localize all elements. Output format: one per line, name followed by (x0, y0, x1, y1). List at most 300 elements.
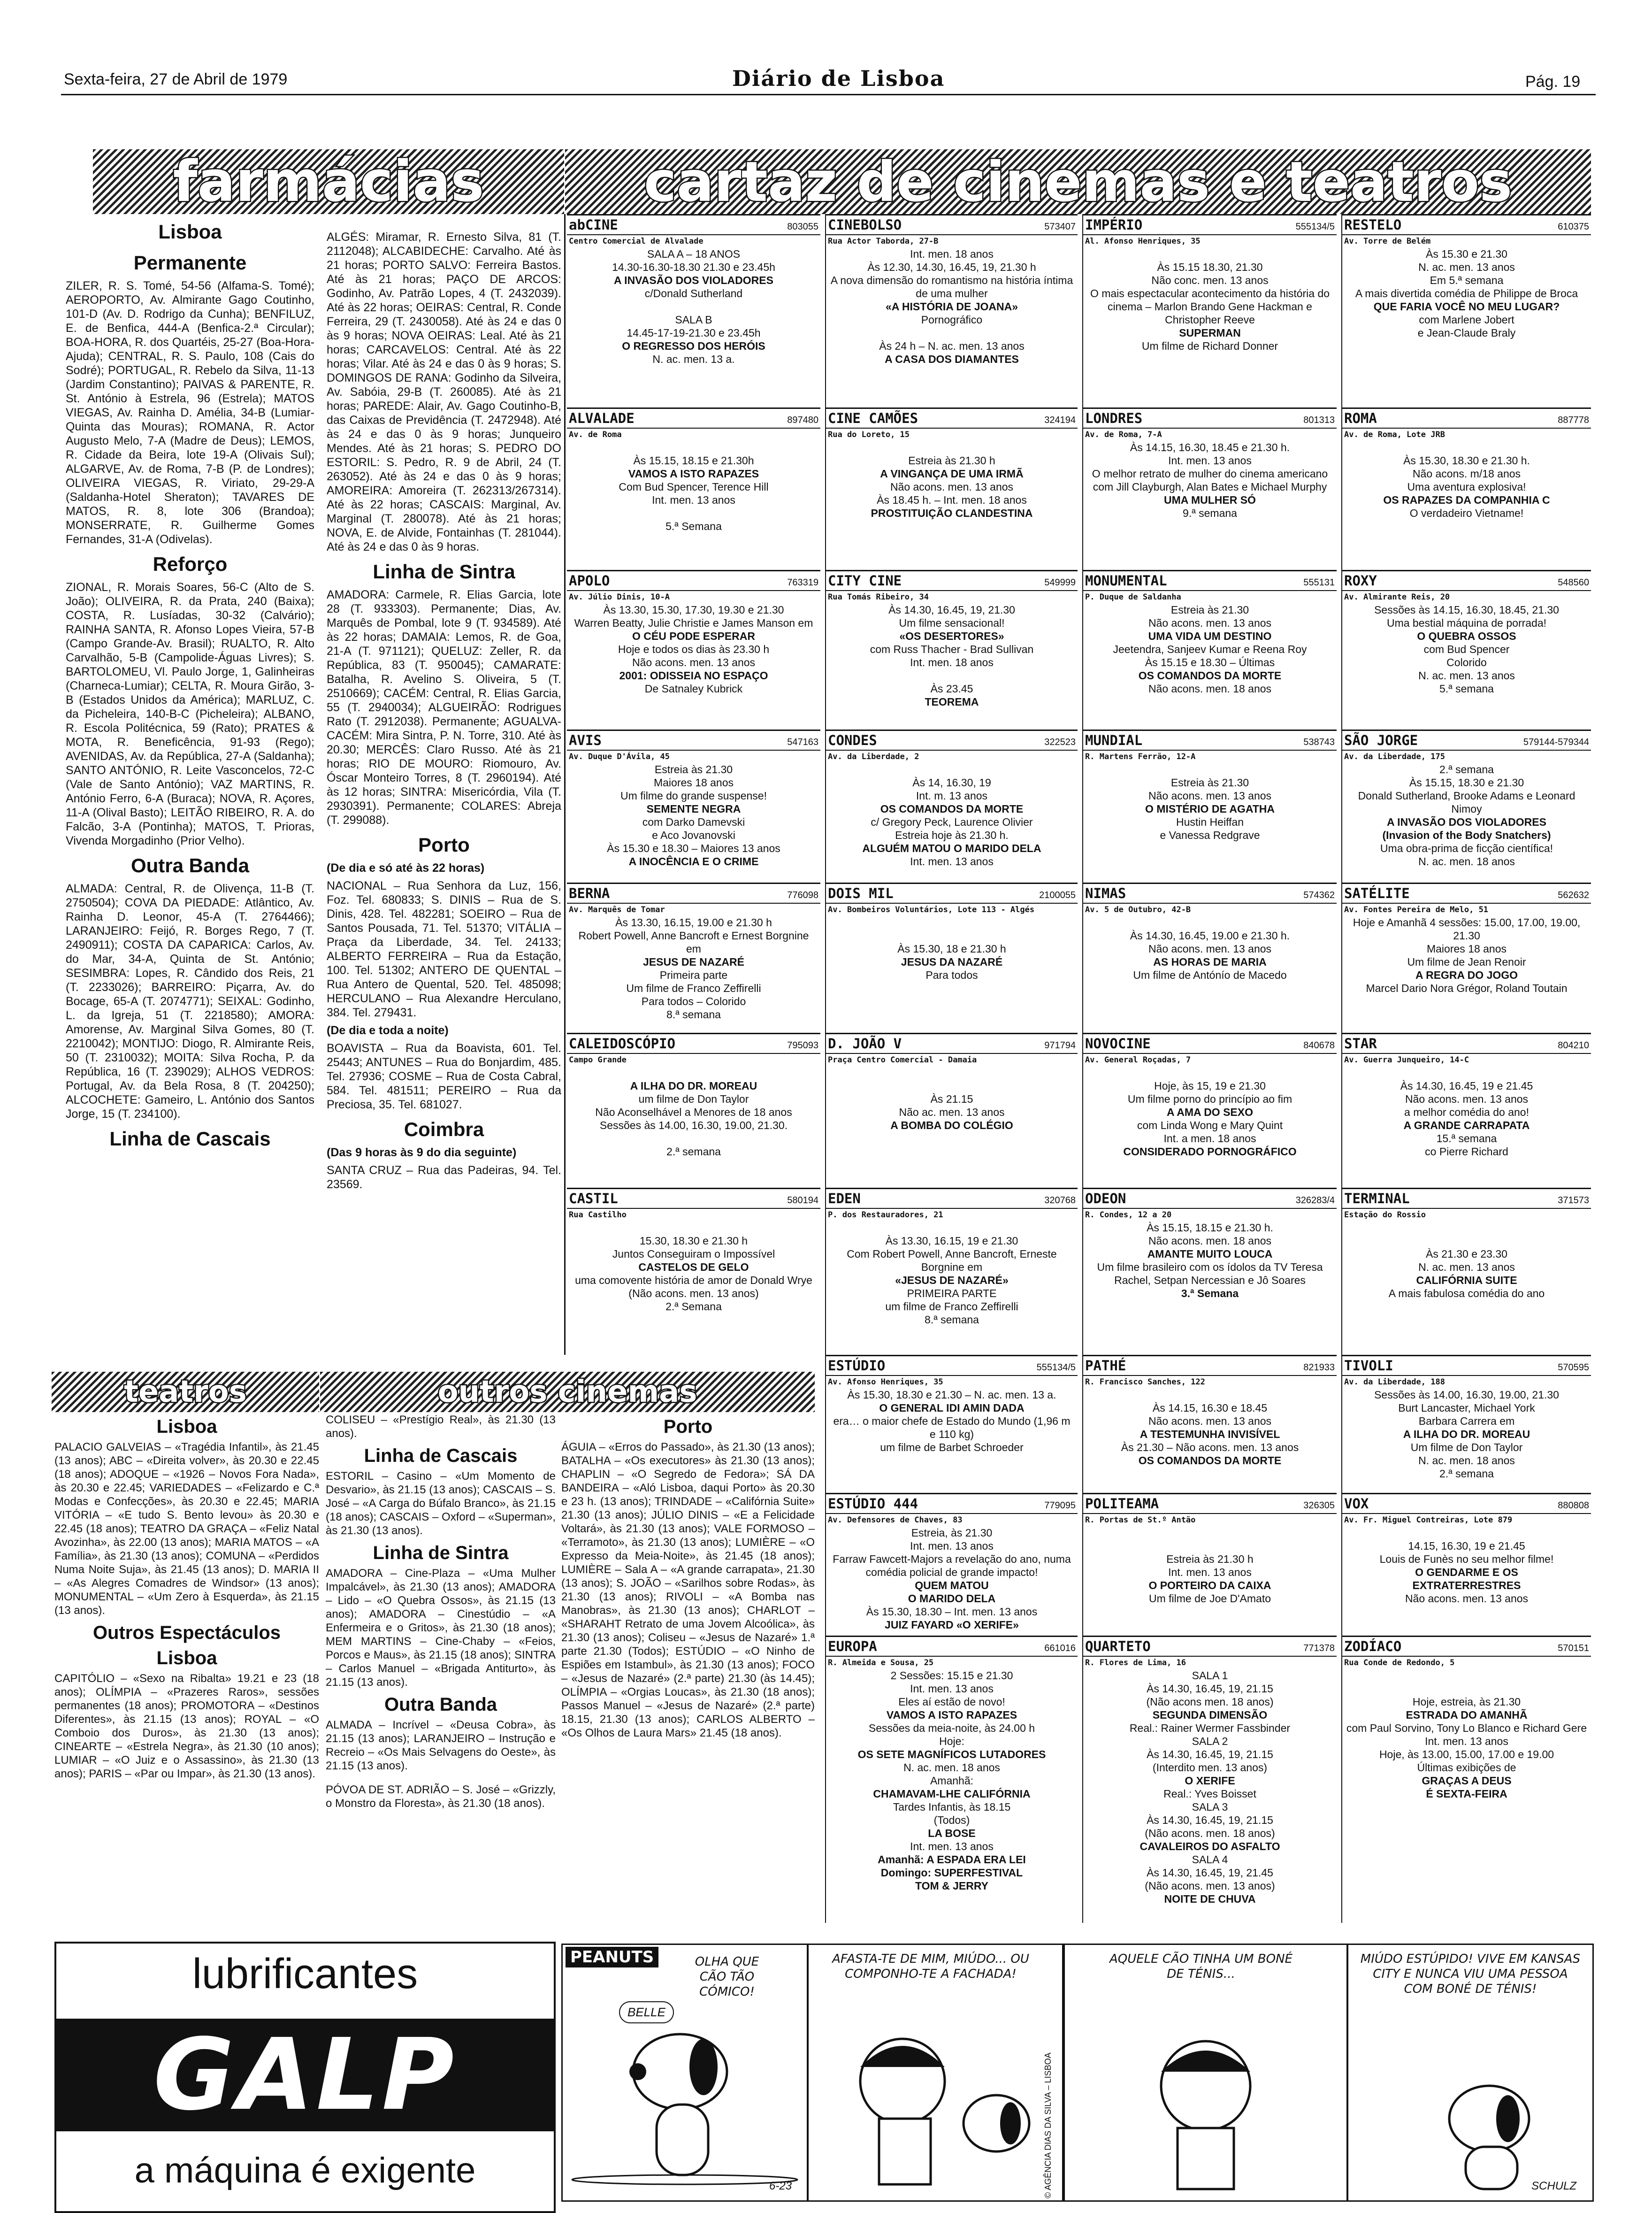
program-line: A mais fabulosa comédia do ano (1388, 1287, 1545, 1299)
cinema-name: EUROPA (828, 1638, 877, 1654)
cinema-address: R. Portas de St.º Antão (1085, 1515, 1196, 1525)
cinema-name: NIMAS (1085, 885, 1126, 901)
program-line: Estreia às 21.30 h (1166, 1553, 1254, 1565)
cinema-program (1083, 1221, 1337, 1300)
program-line: Int. men. 18 anos (910, 248, 994, 260)
program-line: Hoje, estreia, às 21.30 (1412, 1696, 1521, 1708)
program-line: Amanhã: A ESPADA ERA LEI (878, 1853, 1026, 1866)
cinema-program (1083, 1388, 1337, 1467)
cinema-header (567, 884, 820, 904)
program-line: CONSIDERADO PORNOGRÁFICO (1123, 1145, 1297, 1158)
program-line: PRIMEIRA PARTE (907, 1287, 997, 1299)
cinema-header (1342, 1189, 1591, 1209)
program-line: Estreia às 21.30 (1170, 776, 1249, 789)
cinema-phone: 324194 (1044, 415, 1076, 425)
cinema-header (1083, 884, 1337, 904)
program-line: Às 15.15, 18.15 e 21.30 h. (1147, 1222, 1273, 1234)
program-line: Às 14.30, 16.45, 19.00 e 21.30 h. (1130, 930, 1290, 942)
cinema-name: LONDRES (1085, 410, 1143, 426)
cinema-address: Estação do Rossio (1344, 1210, 1426, 1220)
program-line: Tardes Infantis, às 18.15 (893, 1801, 1011, 1813)
cinema-address: Rua Tomás Ribeiro, 34 (828, 592, 929, 602)
cinema-listing (567, 1188, 820, 1358)
cinema-name: CINEBOLSO (828, 217, 902, 233)
program-line: Às 15.15, 18.15 e 21.30h (633, 454, 754, 467)
cartaz-banner (565, 149, 1591, 214)
cinema-name: IMPÉRIO (1085, 217, 1143, 233)
cinema-program (826, 1388, 1078, 1454)
cinema-address: Av. Fr. Miguel Contreiras, Lote 879 (1344, 1515, 1513, 1525)
program-line: Não conc. men. 13 anos (1151, 274, 1269, 286)
program-line (570, 1066, 818, 1079)
cinema-header (826, 884, 1078, 904)
column-rule (825, 214, 826, 1923)
program-line: com Bud Spencer (1423, 643, 1510, 655)
cinema-address: Av. Marquês de Tomar (569, 905, 665, 914)
cinema-address: R. Francisco Sanches, 122 (1085, 1377, 1205, 1387)
cinema-header (1342, 1494, 1591, 1514)
program-line: Em 5.ª semana (1430, 274, 1504, 286)
cinema-header (1083, 731, 1337, 751)
cinema-listing (1342, 1636, 1591, 1928)
program-line: Int. a men. 18 anos (1163, 1132, 1256, 1145)
cinema-phone: 2100055 (1039, 890, 1076, 900)
program-line: Hustin Heiffan (1176, 816, 1244, 828)
cinema-listing (1083, 1188, 1337, 1358)
grass (572, 2175, 797, 2184)
teatros-col-2 (326, 1413, 556, 1925)
program-line: Às 18.45 h. – Int. men. 18 anos (877, 494, 1027, 506)
cinema-listing (1342, 570, 1591, 726)
program-line (1086, 1066, 1334, 1079)
program-line (1086, 1526, 1334, 1539)
cinema-phone: 779095 (1044, 1500, 1076, 1511)
outros-espectaculos-list: CAPITÓLIO – «Sexo na Ribalta» 19.21 e 23 (18 anos); OLÍMPIA – «Prazeres Raros», sessões permanentes (18 anos); PROMOTORA – «Destinos Diferentes», às 21.15 (13 anos); ROYAL – «O Comboio dos Duros», às 21.30 (13 anos); CINEARTE – «Estrela Negra», às 21.30 (10 anos); LUMIAR – «O Juiz e o Assassino», às 21.30 (13 anos); PARIS – «Par ou Impar», às 21.30 (13 anos). (54, 1672, 319, 1780)
cinema-name: DOIS MIL (828, 885, 894, 901)
cinema-program (826, 1526, 1078, 1631)
cinema-header (826, 731, 1078, 751)
program-line (1086, 916, 1334, 929)
program-line: A ILHA DO DR. MOREAU (1403, 1428, 1530, 1440)
program-line: (Não acons. men. 13 anos) (628, 1287, 759, 1299)
program-line: O XERIFE (1185, 1775, 1235, 1787)
cinema-program (826, 1066, 1078, 1132)
program-line: Uma aventura explosiva! (1407, 481, 1526, 493)
program-line: 2.ª Semana (665, 1300, 722, 1313)
program-line (829, 916, 1075, 929)
oc-povoa-entry: PÓVOA DE ST. ADRIÃO – S. José – «Grizzly, o Monstro da Floresta», às 21.30 (18 anos). (326, 1783, 556, 1810)
section-permanente: Permanente (133, 252, 247, 274)
program-line: OS RAPAZES DA COMPANHIA C (1383, 494, 1550, 506)
program-line: O GENDARME E OS (1415, 1566, 1518, 1578)
porto-list-1: NACIONAL – Rua Senhora da Luz, 156, Foz. Tel. 680833; S. DINIS – Rua de S. Dinis, 428. Tel. 482281; SOEIRO – Rua de Santos Pousada, 71. Tel. 51370; VITÁLIA – Praça da Liberdade, 34. Tel. 24133; ALBERTO FERREIRA – Rua da Estação, 100. Tel. 51302; ANTERO DE QUENTAL – Rua Antero de Quental, 520. Tel. 485098; HERCULANO – Rua Alexandre Herculano, 384. Tel. 279431. (327, 879, 561, 1019)
program-line: Às 14.15, 16.30, 18.45 e 21.30 h. (1130, 441, 1290, 453)
program-line: (Interdito men. 13 anos) (1152, 1761, 1268, 1774)
program-line: Int. men. 13 anos (910, 1540, 994, 1552)
cinema-address: Centro Comercial de Alvalade (569, 237, 704, 246)
cinema-program (1083, 763, 1337, 842)
program-line: Hoje, às 15, 19 e 21.30 (1154, 1080, 1266, 1092)
program-line (1345, 1234, 1588, 1247)
program-line: Um filme de Antónío de Macedo (1133, 969, 1287, 981)
program-line: Às 15.15, 18.30 e 21.30 (1409, 776, 1524, 789)
cinema-listing (1083, 570, 1337, 726)
program-line: Eles aí estão de novo! (898, 1696, 1005, 1708)
porto-list-2: BOAVISTA – Rua da Boavista, 601. Tel. 25443; ANTUNES – Rua do Bonjardim, 485. Tel. 27936; COSME – Rua de Costa Cabral, 584. Tel. 481511; PEREIRO – Rua da Preciosa, 35. Tel. 681027. (327, 1042, 561, 1111)
p4-drawing (1348, 1945, 1592, 2200)
cinema-address: Al. Afonso Henriques, 35 (1085, 237, 1201, 246)
cinema-address: Av. General Roçadas, 7 (1085, 1055, 1191, 1065)
cinema-phone: 371573 (1558, 1195, 1589, 1206)
cinema-listing (1342, 1493, 1591, 1635)
permanente-list: ZILER, R. S. Tomé, 54-56 (Alfama-S. Tomé); AEROPORTO, Av. Almirante Gago Coutinho, 101-D (Av. D. Rodrigo da Cunha); BENFILUZ, E. de Benfica, 444-A (Benfica-2.ª Circular); BOA-HORA, R. dos Quartéis, 25-27 (Boa-Hora-Ajuda); CENTRAL, R. S. Paulo, 108 (Cais do Sodré); PORTUGAL, R. Rebelo da Silva, 11-13 (Jardim Constantino); PAIVAS & PARENTE, R. St. António à Estrela, 96 (Estrela); MATOS VIEGAS, Av. Rainha D. Amélia, 34-B (Lumiar- Quinta das Mouras); ROMANA, R. Actor Augusto Melo, 7-A (Madre de Deus); LEMOS, R. Cidade da Beira, lote 19-A (Olivais Sul); ALGARVE, Av. de Roma, 7-B (P. de Londres); OLIVEIRA VIEGAS, R. Viriato, 29-29-A (Saldanha-Hotel Sheraton); TAVARES DE MATOS, R. 8, lote 306 (Brandoa); MONSERRATE, R. Guilherme Gomes Fernandes, 31-A (Odivelas). (66, 279, 314, 546)
cinema-program (1342, 1669, 1591, 1800)
program-line: 3.ª Semana (1181, 1287, 1239, 1299)
program-line: Às 15.30 e 18.30 – Maiores 13 anos (607, 842, 780, 854)
program-line: AS HORAS DE MARIA (1153, 956, 1267, 968)
cinema-name: SÃO JORGE (1344, 732, 1418, 748)
program-line: 15.ª semana (1436, 1132, 1497, 1145)
program-line: Maiores 18 anos (1426, 943, 1507, 955)
program-line: Não acons. men. 18 anos (1148, 1235, 1272, 1247)
program-line: Um filme de Richard Donner (1141, 340, 1278, 352)
cinema-name: ESTÚDIO 444 (828, 1496, 918, 1512)
program-line: Jeetendra, Sanjeev Kumar e Reena Roy (1113, 643, 1307, 655)
program-line: Às 14.30, 16.45, 19, 21.15 (1147, 1748, 1273, 1760)
cinema-address: Av. Almirante Reis, 20 (1344, 592, 1450, 602)
program-line: UMA VIDA UM DESTINO (1148, 630, 1272, 642)
program-line: Às 21.30 e 23.30 (1426, 1248, 1507, 1260)
program-line: SALA B (675, 314, 712, 326)
program-line: 5.ª semana (1439, 683, 1494, 695)
program-line: Um filme do grande suspense! (620, 790, 767, 802)
cinema-phone: 538743 (1303, 737, 1335, 747)
program-line: Às 15.30, 18.30 e 21.30 h. (1403, 454, 1530, 467)
cinema-name: TERMINAL (1344, 1191, 1410, 1206)
teatros-col-1 (54, 1413, 319, 1925)
cinema-name: CINE CAMÕES (828, 410, 918, 426)
cinema-listing (826, 214, 1078, 413)
program-line: Hoje e todos os dias às 23.30 h (618, 643, 770, 655)
program-line: Às 14.30, 16.45, 19, 21.15 (1147, 1814, 1273, 1826)
cinema-header (1342, 731, 1591, 751)
cinema-phone: 776098 (787, 890, 818, 900)
program-line: SALA 3 (1192, 1801, 1228, 1813)
cinema-listing (1083, 883, 1337, 1034)
peanuts-panel-4 (1347, 1944, 1594, 2202)
program-line: Int. men. 13 anos (652, 494, 735, 506)
cinema-listing (1342, 883, 1591, 1034)
cinema-address: Av. Guerra Junqueiro, 14-C (1344, 1055, 1469, 1065)
program-line: com Paul Sorvino, Tony Lo Blanco e Richard Gere (1346, 1722, 1587, 1734)
cinema-program (567, 441, 820, 533)
cinema-listing (1342, 730, 1591, 876)
cinema-program (1083, 916, 1337, 982)
program-line: Às 14.30, 16.45, 19, 21.45 (1147, 1867, 1273, 1879)
program-line: NOITE DE CHUVA (1164, 1893, 1256, 1905)
column-rule (564, 214, 566, 1355)
p3-speech-bubble: AQUELE CÃO TINHA UM BONÉ DE TÉNIS... (1109, 1952, 1293, 1981)
program-line: Estreia, às 21.30 (911, 1527, 993, 1539)
cinema-header (567, 215, 820, 235)
program-line: Às 15.30, 18.30 – Int. men. 13 anos (866, 1606, 1038, 1618)
cinema-phone: 803055 (787, 222, 818, 232)
cinema-header (826, 1637, 1078, 1657)
cinema-phone: 579144-579344 (1523, 737, 1589, 747)
cartaz-banner-title: cartaz de cinemas e teatros (643, 149, 1513, 214)
program-line: Não acons. m/18 anos (1412, 468, 1521, 480)
program-line: Às 21.30 – Não acons. men. 13 anos (1121, 1441, 1299, 1453)
snoopy-nose (629, 2063, 646, 2080)
cinema-program (1342, 1388, 1591, 1480)
program-line: Sessões às 14.00, 16.30, 19.00, 21.30. (599, 1119, 788, 1131)
program-line: Às 21.15 (930, 1093, 973, 1105)
cinema-program (1342, 916, 1591, 995)
program-line (1345, 1682, 1588, 1695)
program-line (1086, 1388, 1334, 1401)
snoopy-body-4 (1466, 2147, 1517, 2189)
program-line: Robert Powell, Anne Bancroft e Ernest Borgnine em (578, 930, 809, 955)
cinema-name: ESTÚDIO (828, 1358, 886, 1374)
program-line: a melhor comédia do ano! (1404, 1106, 1529, 1118)
cinema-phone: 821933 (1303, 1362, 1335, 1373)
cinema-phone: 804210 (1558, 1040, 1589, 1051)
program-line: «JESUS DE NAZARÉ» (895, 1274, 1009, 1286)
cinema-name: ROMA (1344, 410, 1377, 426)
cinema-phone: 661016 (1044, 1643, 1076, 1653)
cinema-listing (1083, 730, 1337, 876)
cinema-name: APOLO (569, 573, 610, 589)
teatros-banner (52, 1372, 319, 1412)
program-line: SALA A – 18 ANOS (647, 248, 741, 260)
cinema-address: Av. Duque D'Ávila, 45 (569, 752, 670, 761)
farmacias-col-2 (327, 230, 561, 1355)
oc-banda-list: ALMADA – Incrível – «Deusa Cobra», às 21.15 (13 anos); LARANJEIRO – Instrução e Recreio – «Os Mais Selvagens do Oeste», às 21.15 (13 anos). (326, 1719, 556, 1772)
cinema-phone: 570595 (1558, 1362, 1589, 1373)
program-line (1086, 247, 1334, 261)
cinema-header (826, 1034, 1078, 1054)
program-line: Não Aconselhável a Menores de 18 anos (595, 1106, 792, 1118)
cinema-header (1083, 571, 1337, 591)
cinema-program (1342, 603, 1591, 695)
program-line: 2.ª semana (1439, 763, 1494, 776)
program-line: Não acons. men. 13 anos (1148, 617, 1272, 629)
program-line: A mais divertida comédia de Philippe de Broca (1355, 287, 1578, 300)
cinema-phone: 880808 (1558, 1500, 1589, 1511)
program-line: «OS DESERTORES» (899, 630, 1004, 642)
cinema-name: NOVOCINE (1085, 1036, 1151, 1052)
program-line: SALA 4 (1192, 1853, 1228, 1866)
program-line (1345, 441, 1588, 454)
program-line (829, 441, 1075, 454)
section-coimbra: Coimbra (404, 1118, 484, 1140)
program-line: 14.45-17-19-21.30 e 23.45h (627, 327, 761, 339)
cinema-header (567, 1034, 820, 1054)
cinema-address: Av. 5 de Outubro, 42-B (1085, 905, 1191, 914)
galp-brand: GALP (153, 2028, 457, 2122)
cinema-address: Av. Júlio Dinis, 10-A (569, 592, 670, 602)
cinema-listing (1083, 1493, 1337, 1635)
cinema-listing (826, 1033, 1078, 1184)
header-date: Sexta-feira, 27 de Abril de 1979 (64, 70, 288, 88)
program-line: Burt Lancaster, Michael York (1398, 1402, 1535, 1414)
cinema-name: CONDES (828, 732, 877, 748)
galp-ad-bottom: a máquina é exigente (134, 2151, 476, 2190)
cinema-listing (567, 214, 820, 384)
cinema-address: R. Condes, 12 a 20 (1085, 1210, 1172, 1220)
program-line: 9.ª semana (1183, 507, 1237, 519)
program-line: (Não acons. men. 18 anos) (1145, 1827, 1275, 1839)
program-line: Real.: Yves Boisset (1163, 1788, 1256, 1800)
program-line: c/ Gregory Peck, Laurence Olivier (871, 816, 1033, 828)
cinema-program (1083, 603, 1337, 695)
program-line: Sessões às 14.15, 16.30, 18.45, 21.30 (1374, 604, 1559, 616)
program-line: Um filme de Jean Renoir (1407, 956, 1526, 968)
program-line (829, 929, 1075, 942)
cinema-listing (1083, 1636, 1337, 1928)
cinema-phone: 801313 (1303, 415, 1335, 425)
program-line: 8.ª semana (925, 1314, 979, 1326)
program-line: Int. men. 18 anos (910, 656, 994, 669)
p2-speech-bubble: AFASTA-TE DE MIM, MIÚDO... OU COMPONHO-TE A FACHADA! (832, 1952, 1029, 1981)
program-line: N. ac. men. 18 anos (1418, 855, 1515, 868)
program-line: Às 13.30, 16.15, 19 e 21.30 (885, 1235, 1018, 1247)
program-line: N. ac. men. 13 a. (652, 353, 735, 365)
program-line: 14.15, 16.30, 19 e 21.45 (1408, 1540, 1525, 1552)
program-line: 2.ª semana (666, 1145, 721, 1158)
program-line: (Não acons. men. 13 anos) (1145, 1880, 1275, 1892)
program-line: Às 15.30 e 21.30 (1426, 248, 1507, 260)
program-line: Às 13.30, 16.15, 19.00 e 21.30 h (615, 916, 772, 929)
program-line: EXTRATERRESTRES (1412, 1579, 1521, 1591)
cinema-header (826, 215, 1078, 235)
program-line: Int. m. 13 anos (916, 790, 988, 802)
program-line: 2.ª semana (1439, 1468, 1494, 1480)
program-line: Às 15.15 18.30, 21.30 (1157, 261, 1263, 273)
cinema-address: R. Martens Ferrão, 12-A (1085, 752, 1196, 761)
cinema-header (567, 409, 820, 429)
snoopy-body (657, 2105, 708, 2175)
cinema-listing (567, 570, 820, 726)
program-line: Um filme de Don Taylor (1410, 1441, 1523, 1453)
program-line: Int. men. 13 anos (910, 1683, 994, 1695)
program-line: Às 15.30, 18.30 e 21.30 – N. ac. men. 13 a. (847, 1389, 1056, 1401)
cinema-header (567, 571, 820, 591)
program-line: A INVASÃO DOS VIOLADORES (614, 274, 773, 286)
program-line: Para todos (925, 969, 978, 981)
program-line: e Vanessa Redgrave (1160, 829, 1260, 841)
program-line: (Não acons men. 18 anos) (1146, 1696, 1274, 1708)
reforco-list: ZIONAL, R. Morais Soares, 56-C (Alto de S. João); OLIVEIRA, R. da Prata, 240 (Baixa); COSTA, R. Lusíadas, 30-32 (Calvário); RAINHA SANTA, R. Afonso Lopes Vieira, 57-B (Campo Grande-Av. Brasil); RUALTO, R. Alto Carvalhão, 5-B (Campolide-Águas Livres); S. BARTOLOMEU, Vl. Paulo Jorge, 1, Galinheiras (Charneca-Lumiar); CELTA, R. Moura Girão, 3-B (Estados Unidos da América); MARLUZ, C. da Picheleira, 140-B-C (Picheleira); ALBANO, R. Escola Politécnica, 59 (Rato); PRATES & MOTA, R. Beneficência, 91-93 (Rego); AVENIDAS, Av. da República, 27-A (Saldanha); SANTO ANTÓNIO, R. Leite Vasconcelos, 72-C (Vale de Santo António); VAZ MARTINS, R. António Ferro, 6-A (Buraca); NOVA, R. Açores, 11-A (Olival Basto); LEITÃO RIBEIRO, R. A. do Falcão, 3-A (Pontinha); MATOS, T. Prioras, Vivenda Morgadinho (Prior Velho). (66, 581, 314, 847)
cinema-address: Av. Torre de Belém (1344, 237, 1431, 246)
program-line: Um filme brasileiro com os ídolos da TV Teresa Rachel, Setpan Nercessian e Jô Soares (1097, 1261, 1323, 1286)
program-line: A GRANDE CARRAPATA (1403, 1119, 1530, 1131)
cinema-header (1083, 1494, 1337, 1514)
program-line: OS COMANDOS DA MORTE (1138, 669, 1282, 682)
p2-drawing (809, 1945, 1062, 2200)
program-line: CAVALEIROS DO ASFALTO (1140, 1840, 1280, 1852)
cinema-name: ALVALADE (569, 410, 635, 426)
cinema-header (1342, 884, 1591, 904)
program-line: Donald Sutherland, Brooke Adams e Leonard Nimoy (1358, 790, 1576, 815)
cinema-phone: 897480 (787, 415, 818, 425)
oc-cascais-title: Linha de Cascais (364, 1445, 518, 1466)
cinema-phone: 610375 (1558, 222, 1589, 232)
program-line: Warren Beatty, Julie Christie e James Manson em (574, 617, 813, 629)
cinema-header (1342, 1034, 1591, 1054)
cinema-name: ODEON (1085, 1191, 1126, 1206)
program-line: uma comovente história de amor de Donald Wrye (575, 1274, 812, 1286)
program-line: Marcel Dario Nora Grégor, Roland Toutain (1366, 982, 1568, 994)
comic-signature: SCHULZ (1531, 2180, 1577, 2192)
cinema-phone: 555131 (1303, 577, 1335, 588)
galp-ad (54, 1942, 556, 2213)
program-line: 14.30-16.30-18.30 21.30 e 23.45h (612, 261, 775, 273)
program-line: JUIZ FAYARD «O XERIFE» (885, 1619, 1019, 1631)
cinema-name: CALEIDOSCÓPIO (569, 1036, 675, 1052)
program-line (570, 507, 818, 520)
cinema-program (567, 1221, 820, 1313)
coimbra-sub: (Das 9 horas às 9 do dia seguinte) (327, 1146, 517, 1159)
outra-banda-list: ALMADA: Central, R. de Olivença, 11-B (T. 2750504); COVA DA PIEDADE: Atlântico, Av. Rainha D. Leonor, 45-A (T. 2764466); LARANJEIRO: Feijó, R. Borges Rego, 7 (T. 2490911); COSTA DA CAPARICA: Carlos, Av. do Mar, 34-A, Quinta de St. António; SESIMBRA: Lopes, R. Cândido dos Reis, 21 (T. 2233026); BARREIRO: Piçarra, Av. do Bocage, 65-A (T. 2074771); SEIXAL: Godinho, L. da Igreja, 51 (T. 2218580); AMORA: Amorense, Av. Marginal Silva Gomes, 80 (T. 2210042); MONTIJO: Diogo, R. Almirante Reis, 50 (T. 2310032); MOITA: Silva Rocha, P. da República, 16 (T. 239029); ALHOS VEDROS: Portugal, Av. da Bela Rosa, 8 (T. 204250); ALCOCHETE: Gameiro, L. António dos Santos Jorge, 15 (T. 234100). (66, 882, 314, 1121)
cinema-header (826, 1356, 1078, 1376)
header-rule (61, 94, 1596, 95)
program-line: Estreia às 21.30 h (908, 454, 995, 467)
cinema-header (1083, 1356, 1337, 1376)
program-line (829, 1221, 1075, 1234)
program-line: A nova dimensão do romantismo na história íntima de uma mulher (830, 274, 1073, 300)
cinema-program (1342, 763, 1591, 868)
program-line: Um filme de Joe D'Amato (1148, 1592, 1271, 1605)
program-line: SEMENTE NEGRA (646, 803, 741, 815)
cascais-list: ALGÉS: Miramar, R. Ernesto Silva, 81 (T. 2112048); ALCABIDECHE: Carvalho. Até às 21 horas; PORTO SALVO: Ferreira Bastos. Até às 21 horas; PAÇO DE ARCOS: Godinho, Av. Patrão Lopes, 4 (T. 2432039). Até às 22 horas; OEIRAS: Central, R. Conde Ferreira, 29 (T. 2430058). Até às 24 e das 0 às 9 horas; NOVA OEIRAS: Leal. Até às 21 horas; CARCAVELOS: Central. Até às 22 horas; Vilar. Até às 24 e das 0 às 9 horas; S. DOMINGOS DE RANA: Godinho da Silveira, Av. Sabóia, 29-B (T. 260085). Até às 21 horas; PAREDE: Alair, Av. Gago Coutinho-B, das Caixas de Previdência (T. 2472948). Até às 24 e das 0 às 9 horas; Junqueiro Mendes. Até às 21 horas; S. PEDRO DO ESTORIL: S. Pedro, R. 9 de Abril, 24 (T. 263052). Até às 24 e das 0 às 9 horas; AMOREIRA: Amoreira (T. 262313/267314). Até às 22 horas; CASCAIS: Marginal, Av. Marginal (T. 280078). Até às 21 horas; NOVA, E. de Alvide, Fontainhas (T. 281044). Até às 24 e das 0 às 9 horas. (327, 231, 561, 553)
program-line: Às 15.15 e 18.30 – Últimas (1145, 656, 1275, 669)
program-line (829, 763, 1075, 776)
cinema-name: AVIS (569, 732, 602, 748)
program-line: Louis de Funès no seu melhor filme! (1379, 1553, 1554, 1565)
program-line (1345, 1669, 1588, 1682)
program-line: e Jean-Claude Braly (1417, 327, 1516, 339)
cinema-name: RESTELO (1344, 217, 1402, 233)
program-line: Com Robert Powell, Anne Bancroft, Erneste Borgnine em (847, 1248, 1057, 1273)
p1-speech-bubble: OLHA QUE CÃO TÃO CÓMICO! (695, 1955, 759, 1999)
cinema-listing (567, 1033, 820, 1184)
cinema-address: R. Almeida e Sousa, 25 (828, 1658, 934, 1667)
program-line: PROSTITUIÇÃO CLANDESTINA (871, 507, 1033, 519)
program-line (1086, 1539, 1334, 1552)
cinema-address: Av. de Roma (569, 430, 622, 439)
cinema-name: POLITEAMA (1085, 1496, 1159, 1512)
cinema-address: Rua Conde de Redondo, 5 (1344, 1658, 1455, 1667)
cinema-program (826, 1221, 1078, 1326)
program-line: N. ac. men. 13 anos (1418, 669, 1515, 682)
teatros-lisboa: Lisboa (156, 1416, 217, 1437)
cinema-listing (826, 1355, 1078, 1492)
cinema-listing (567, 407, 820, 564)
program-line: A VINGANÇA DE UMA IRMÃ (880, 468, 1024, 480)
cinema-header (1083, 1034, 1337, 1054)
cinema-address: Av. da Liberdade, 2 (828, 752, 919, 761)
cinema-phone: 322523 (1044, 737, 1076, 747)
cinema-program (567, 763, 820, 868)
program-line: TOM & JERRY (915, 1880, 988, 1892)
program-line: A AMA DO SEXO (1166, 1106, 1253, 1118)
comic-date: 6-23 (769, 2180, 792, 2192)
program-line: Não acons. men. 18 anos (1148, 683, 1272, 695)
cinema-header (567, 731, 820, 751)
snoopy-ear-2 (1000, 2102, 1021, 2144)
cinema-phone: 326305 (1303, 1500, 1335, 1511)
